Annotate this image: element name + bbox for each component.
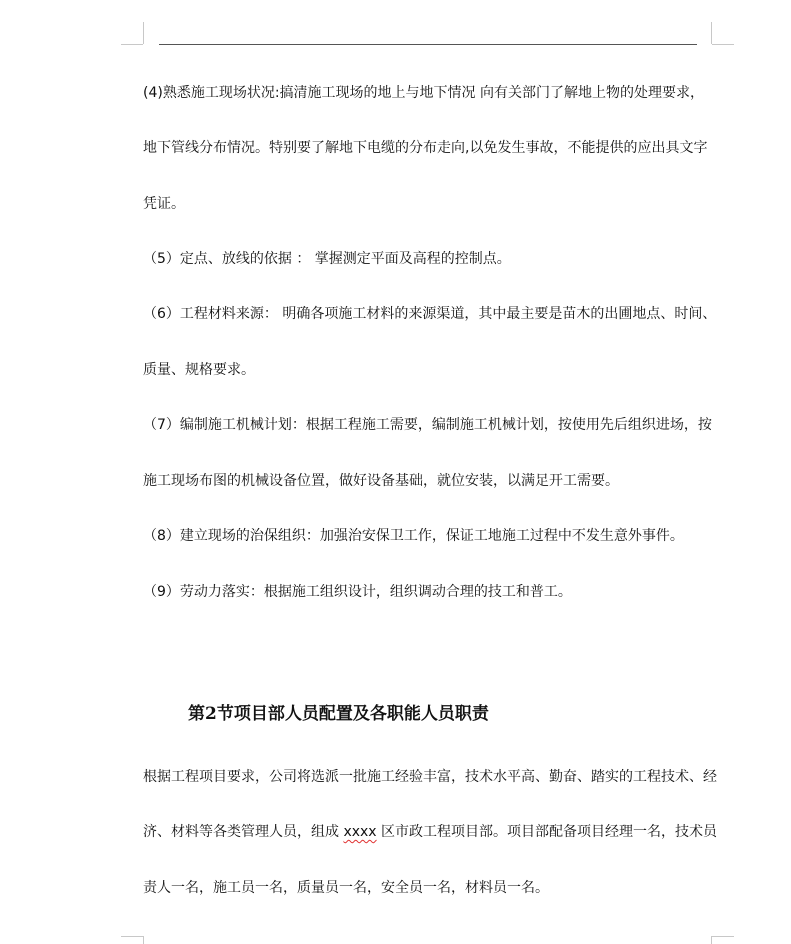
text-line: 施工现场布图的机械设备位置，做好设备基础，就位安装，以满足开工需要。 [143,473,619,489]
text-line: （8）建立现场的治保组织：加强治安保卫工作，保证工地施工过程中不发生意外事件。 [143,528,684,544]
text-line: 质量、规格要求。 [143,362,255,378]
crop-mark-bottom-left-h [121,936,143,937]
crop-mark-top-left-h [121,44,143,45]
text-line [143,823,717,841]
text-line: 地下管线分布情况。特别要了解地下电缆的分布走向,以免发生事故，不能提供的应出具文字 [143,140,708,156]
text-line: （5）定点、放线的依据 ： 掌握测定平面及高程的控制点。 [143,251,511,267]
crop-mark-bottom-left-v [143,936,144,944]
text-line: 根据工程项目要求，公司将选派一批施工经验丰富，技术水平高、勤奋、踏实的工程技术、经 [143,769,717,785]
text-line: （6）工程材料来源： 明确各项施工材料的来源渠道，其中最主要是苗木的出圃地点、时间、 [143,306,717,322]
crop-mark-bottom-right-h [712,936,734,937]
text-segment: 济、材料等各类管理人员，组成 [143,824,344,840]
crop-mark-top-right-v [711,22,712,44]
section-heading: 第2节项目部人员配置及各职能人员职责 [188,704,489,724]
crop-mark-top-left-v [143,22,144,44]
crop-mark-top-right-h [712,44,734,45]
text-segment: 区市政工程项目部。项目部配备项目经理一名，技术员 [376,824,718,840]
crop-mark-bottom-right-v [711,936,712,944]
text-line: (4)熟悉施工现场状况:搞清施工现场的地上与地下情况 向有关部门了解地上物的处理要求， [143,85,704,101]
text-line: （9）劳动力落实：根据施工组织设计，组织调动合理的技工和普工。 [143,584,572,600]
spellcheck-underlined-placeholder[interactable]: xxxx [343,824,377,840]
text-line: 责人一名，施工员一名，质量员一名，安全员一名，材料员一名。 [143,880,549,896]
text-line: 凭证。 [143,196,185,212]
text-line: （7）编制施工机械计划：根据工程施工需要，编制施工机械计划，按使用先后组织进场，按 [143,417,712,433]
header-rule [159,44,697,45]
